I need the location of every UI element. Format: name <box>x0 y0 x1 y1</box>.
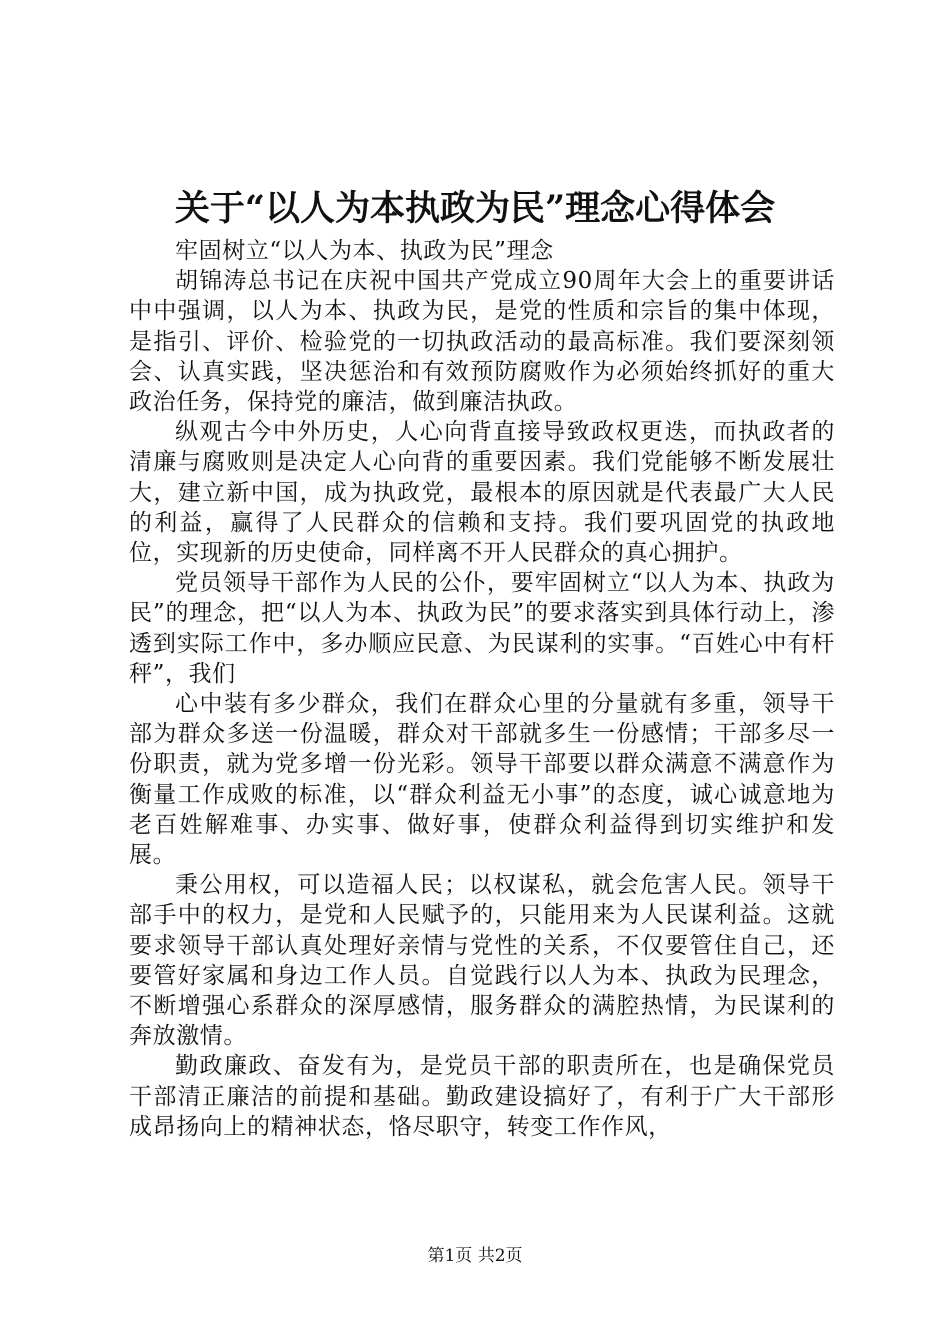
page-number-footer: 第1页 共2页 <box>427 1246 523 1266</box>
document-body <box>129 236 835 1142</box>
paragraph: 秉公用权，可以造福人民；以权谋私，就会危害人民。领导干部手中的权力，是党和人民赋予的，只能用来为人民谋利益。这就要求领导干部认真处理好亲情与党性的关系，不仅要管住自己，还要管好家属和身边工作人员。自觉践行以人为本、执政为民理念，不断增强心系群众的深厚感情，服务群众的满腔热情，为民谋利的奔放激情。 <box>129 872 835 1050</box>
paragraph-subheading: 牢固树立“以人为本、执政为民”理念 <box>175 238 554 264</box>
document-title: 关于“以人为本执政为民”理念心得体会 <box>174 188 776 229</box>
paragraph: 勤政廉政、奋发有为，是党员干部的职责所在，也是确保党员干部清正廉洁的前提和基础。勤政建设搞好了，有利于广大干部形成昂扬向上的精神状态，恪尽职守，转变工作作风， <box>129 1053 835 1140</box>
paragraph: 胡锦涛总书记在庆祝中国共产党成立90周年大会上的重要讲话中中强调，以人为本、执政为民，是党的性质和宗旨的集中体现，是指引、评价、检验党的一切执政活动的最高标准。我们要深刻领会、认真实践，坚决惩治和有效预防腐败作为必须始终抓好的重大政治任务，保持党的廉洁，做到廉洁执政。 <box>129 268 835 416</box>
paragraph: 党员领导干部作为人民的公仆，要牢固树立“以人为本、执政为民”的理念，把“以人为本、执政为民”的要求落实到具体行动上，渗透到实际工作中，多办顺应民意、为民谋利的实事。“百姓心中有杆秤”，我们 <box>129 570 835 687</box>
paragraph: 纵观古今中外历史，人心向背直接导致政权更迭，而执政者的清廉与腐败则是决定人心向背的重要因素。我们党能够不断发展壮大，建立新中国，成为执政党，最根本的原因就是代表最广大人民的利益，赢得了人民群众的信赖和支持。我们要巩固党的执政地位，实现新的历史使命，同样离不开人民群众的真心拥护。 <box>129 419 835 567</box>
paragraph: 心中装有多少群众，我们在群众心里的分量就有多重，领导干部为群众多送一份温暖，群众对干部就多生一份感情；干部多尽一份职责，就为党多增一份光彩。领导干部要以群众满意不满意作为衡量工作成败的标准，以“群众利益无小事”的态度，诚心诚意地为老百姓解难事、办实事、做好事，使群众利益得到切实维护和发展。 <box>129 691 835 869</box>
